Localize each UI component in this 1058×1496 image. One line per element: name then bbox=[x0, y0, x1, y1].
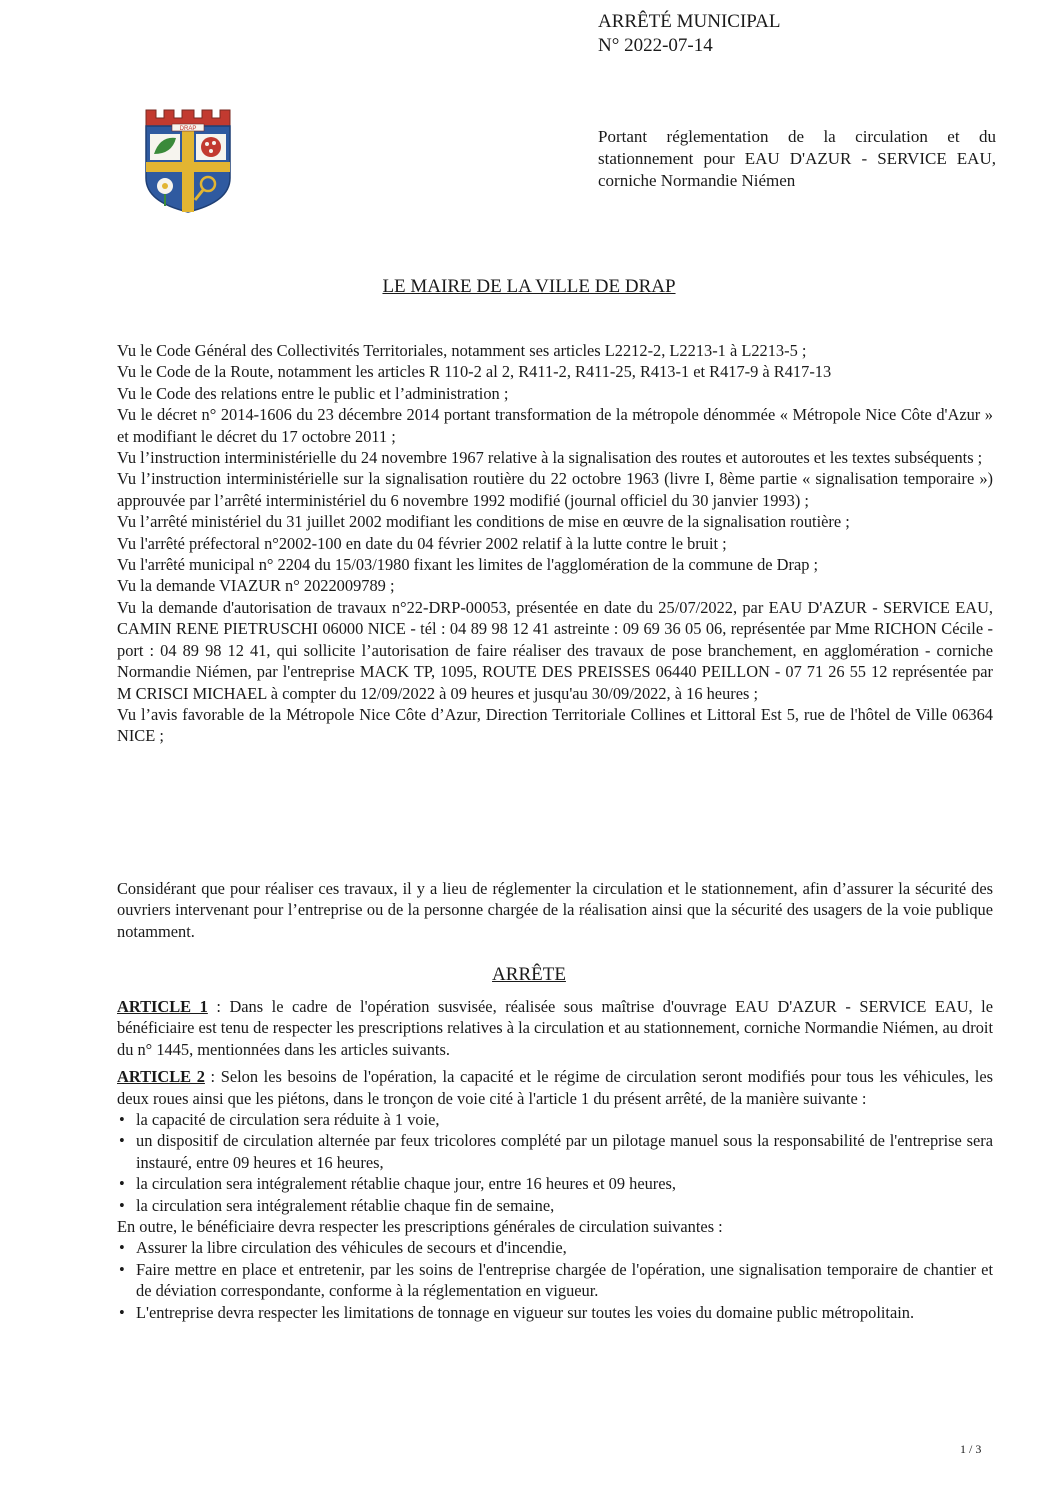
legal-reference-item: Vu l’instruction interministérielle du 24 novembre 1967 relative à la signalisation des routes et autoroutes et les textes subséquents ; bbox=[117, 448, 983, 468]
arrete-heading: ARRÊTE bbox=[492, 964, 566, 985]
article-1-text: : Dans le cadre de l'opération susvisée, réalisée sous maîtrise d'ouvrage EAU D'AZUR - SERVICE EAU, le bénéficiaire est tenu de respecter les prescriptions relatives à la circulation et au stationnement, corniche Normandie Niémen, au droit du n° 1445, mentionnées dans les articles suivants. bbox=[117, 997, 994, 1059]
article-2-text: : Selon les besoins de l'opération, la capacité et le régime de circulation seront modifiés pour tous les véhicules, les deux roues ainsi que les piétons, dans le tronçon de voie cité à l'article 1 du présent arrêté, de la manière suivante : bbox=[117, 1067, 993, 1108]
drap-coat-of-arms-logo bbox=[140, 106, 236, 216]
legal-reference-item: Vu la demande VIAZUR n° 2022009789 ; bbox=[117, 576, 395, 596]
legal-reference-item: Vu l’avis favorable de la Métropole Nice Côte d’Azur, Direction Territoriale Collines et Littoral Est 5, rue de l'hôtel de Ville 06364 NICE ; bbox=[117, 704, 993, 746]
legal-reference-item: Vu le Code des relations entre le public et l’administration ; bbox=[117, 383, 509, 403]
general-prescriptions-intro: En outre, le bénéficiaire devra respecter les prescriptions générales de circulation suivantes : bbox=[117, 1217, 723, 1237]
general-prescriptions-list bbox=[117, 1237, 993, 1323]
legal-reference-item: Vu le Code Général des Collectivités Territoriales, notamment ses articles L2212-2, L2213-1 à L2213-5 ; bbox=[117, 341, 807, 360]
decree-type: ARRÊTÉ MUNICIPAL bbox=[598, 11, 781, 32]
list-item: • la circulation sera intégralement rétablie chaque fin de semaine, bbox=[117, 1195, 993, 1216]
articles-section bbox=[117, 996, 993, 1329]
article-2 bbox=[117, 1066, 993, 1323]
article-2-label: ARTICLE 2 bbox=[117, 1067, 205, 1087]
list-item: • un dispositif de circulation alternée par feux tricolores complété par un pilotage manuel sous la responsabilité de l'entreprise sera instauré, entre 09 heures et 16 heures, bbox=[117, 1130, 993, 1173]
legal-reference-item: Vu l'arrêté municipal n° 2204 du 15/03/1980 fixant les limites de l'agglomération de la commune de Drap ; bbox=[117, 555, 819, 575]
legal-references bbox=[117, 340, 993, 747]
list-item: • L'entreprise devra respecter les limitations de tonnage en vigueur sur toutes les voies du domaine public métropolitain. bbox=[117, 1302, 993, 1323]
decree-header bbox=[598, 10, 780, 58]
legal-reference-item: Vu l'arrêté préfectoral n°2002-100 en date du 04 février 2002 relatif à la lutte contre le bruit ; bbox=[117, 533, 727, 553]
article-1 bbox=[117, 996, 993, 1060]
mayor-heading: LE MAIRE DE LA VILLE DE DRAP bbox=[382, 276, 676, 297]
decree-subject: Portant réglementation de la circulation et du stationnement pour EAU D'AZUR - SERVICE EAU, corniche Normandie Niémen bbox=[598, 127, 996, 190]
list-item: • Faire mettre en place et entretenir, par les soins de l'entreprise chargée de l'opération, une signalisation temporaire de chantier et de déviation correspondante, conforme à la réglementation en vigueur. bbox=[117, 1259, 993, 1302]
list-item: • Assurer la libre circulation des véhicules de secours et d'incendie, bbox=[117, 1237, 993, 1258]
article-1-label: ARTICLE 1 bbox=[117, 997, 208, 1016]
list-item: • la circulation sera intégralement rétablie chaque jour, entre 16 heures et 09 heures, bbox=[117, 1173, 993, 1194]
legal-reference-item: Vu l’arrêté ministériel du 31 juillet 2002 modifiant les conditions de mise en œuvre de la signalisation routière ; bbox=[117, 512, 850, 532]
decree-number: N° 2022-07-14 bbox=[598, 35, 713, 56]
crest-banner-text: DRAP bbox=[179, 126, 197, 132]
legal-reference-item: Vu la demande d'autorisation de travaux n°22-DRP-00053, présentée en date du 25/07/2022, par EAU D'AZUR - SERVICE EAU, CAMIN RENE PIETRUSCHI 06000 NICE - tél : 04 89 98 12 41 astreinte : 09 69 36 05 06, représentée par Mme RICHON Cécile - port : 04 89 98 12 41, qui sollicite l’autorisation de faire réaliser des travaux de pose branchement, en agglomération - corniche Normandie Niémen, par l'entreprise MACK TP, 1095, ROUTE DES PREISSES 06440 PEILLON - 07 71 26 55 12 représentée par M CRISCI MICHAEL à compter du 12/09/2022 à 09 heures et jusqu'au 30/09/2022, à 16 heures ; bbox=[117, 597, 993, 703]
list-item: • la capacité de circulation sera réduite à 1 voie, bbox=[117, 1109, 993, 1130]
page-number: 1 / 3 bbox=[960, 1442, 982, 1456]
legal-reference-item: Vu le décret n° 2014-1606 du 23 décembre 2014 portant transformation de la métropole dénommée « Métropole Nice Côte d'Azur » et modifiant le décret du 17 octobre 2011 ; bbox=[117, 405, 993, 446]
considerant-paragraph: Considérant que pour réaliser ces travaux, il y a lieu de réglementer la circulation et le stationnement, afin d’assurer la sécurité des ouvriers intervenant pour l’entreprise ou de la personne chargée de la réalisation ainsi que la sécurité des usagers de la voie publique notamment. bbox=[117, 879, 993, 941]
legal-reference-item: Vu le Code de la Route, notamment les articles R 110-2 al 2, R411-2, R411-25, R413-1 et R417-9 à R417-13 bbox=[117, 362, 832, 382]
circulation-measures-list bbox=[117, 1109, 993, 1216]
legal-reference-item: Vu l’instruction interministérielle sur la signalisation routière du 22 octobre 1963 (livre I, 8ème partie « signalisation temporaire ») approuvée par l’arrêté interministériel du 6 novembre 1992 modifié (journal officiel du 30 janvier 1993) ; bbox=[117, 469, 993, 510]
